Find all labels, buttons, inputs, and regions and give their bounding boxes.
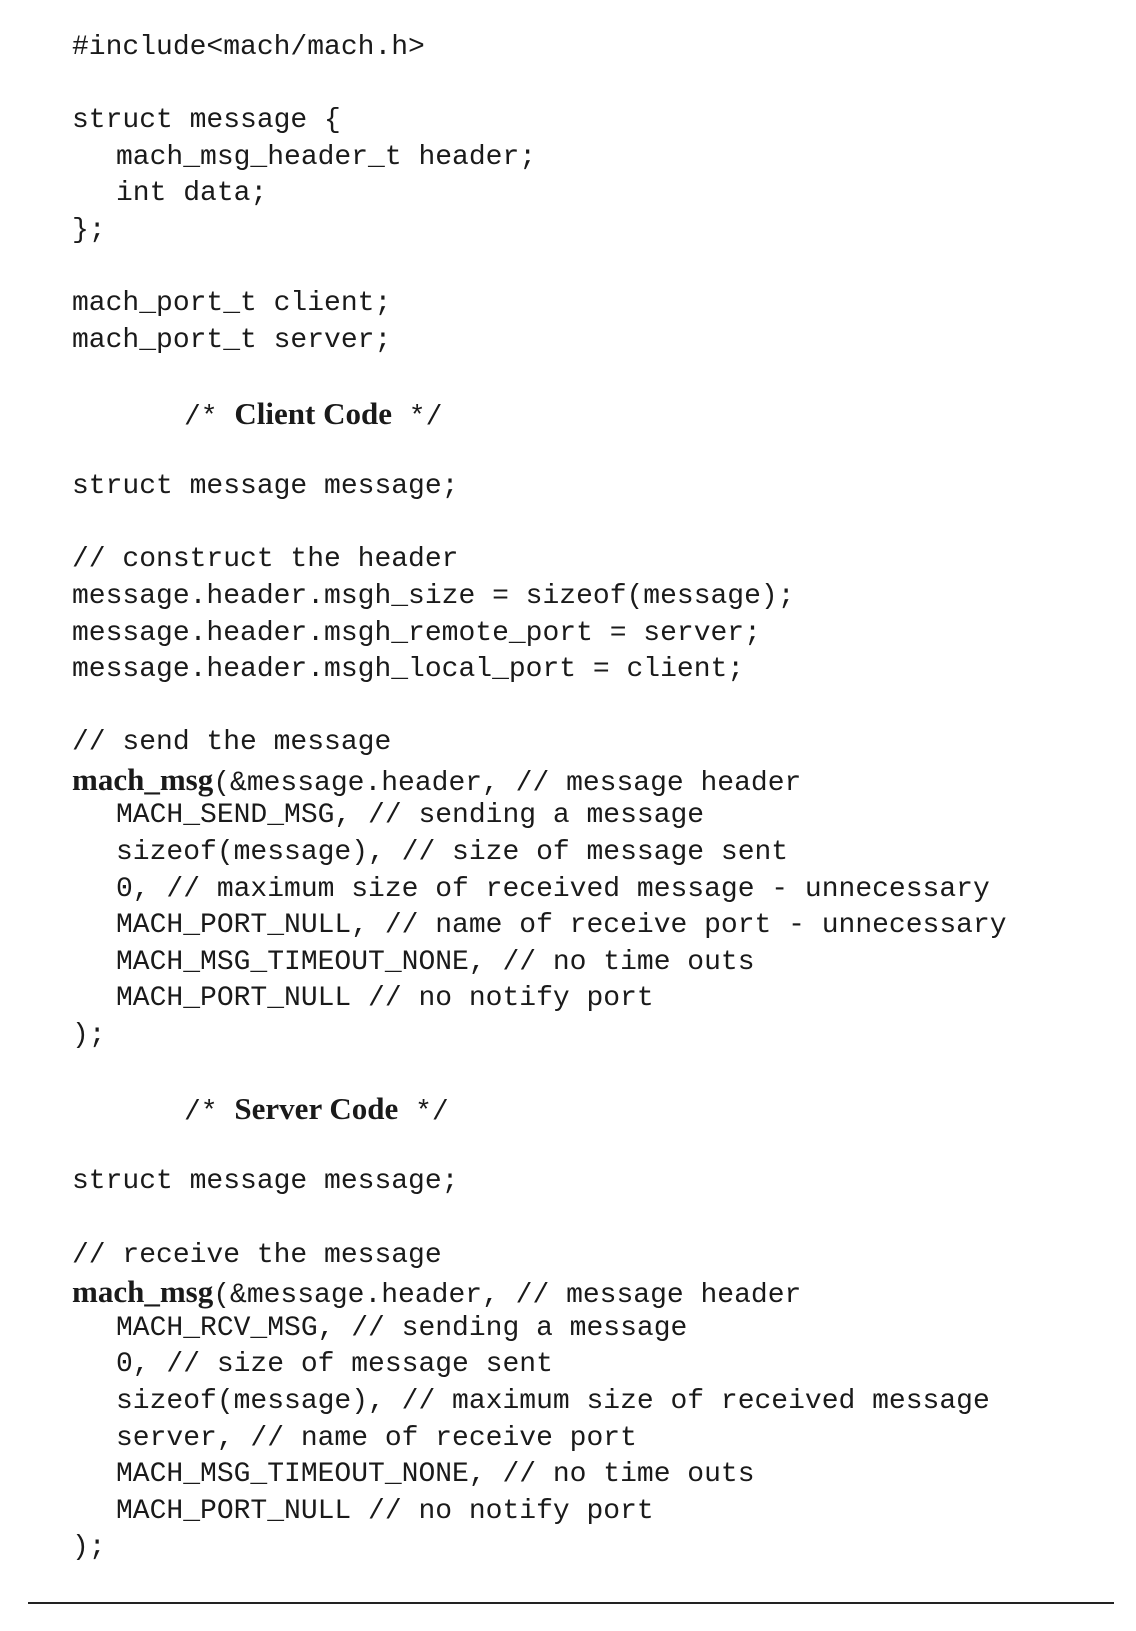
assignment-line: message.header.msgh_local_port = client; [72, 654, 745, 686]
argument-line: MACH_MSG_TIMEOUT_NONE, // no time outs [116, 946, 755, 978]
call-line [72, 1274, 1122, 1311]
assignment-line: message.header.msgh_remote_port = server; [72, 617, 761, 649]
blank-line [72, 506, 1122, 543]
argument-line: MACH_RCV_MSG, // sending a message [116, 1312, 688, 1344]
argument-line: MACH_MSG_TIMEOUT_NONE, // no time outs [116, 1459, 755, 1491]
comment-line: // send the message [72, 727, 392, 759]
function-name: mach_msg [72, 1274, 214, 1310]
code-listing [72, 30, 1122, 1567]
argument-line: MACH_PORT_NULL // no notify port [116, 1495, 654, 1527]
include-line: #include<mach/mach.h> [72, 32, 425, 63]
function-name: mach_msg [72, 761, 214, 797]
argument-line: sizeof(message), // maximum size of received message [116, 1385, 990, 1417]
section-heading [72, 1091, 1122, 1128]
comment-line: // receive the message [72, 1239, 442, 1271]
argument-line: MACH_PORT_NULL, // name of receive port - unnecessary [116, 910, 1007, 942]
argument-line: server, // name of receive port [116, 1422, 637, 1454]
port-declaration-line: mach_port_t client; [72, 288, 392, 320]
comment-close: */ [398, 1097, 449, 1129]
comment-open: /* [184, 401, 235, 433]
call-close-line: ); [72, 1532, 106, 1564]
argument-line: 0, // maximum size of received message - unnecessary [116, 873, 990, 905]
argument-line: MACH_PORT_NULL // no notify port [116, 983, 654, 1015]
message-declaration-line: struct message message; [72, 1166, 459, 1198]
comment-line: // construct the header [72, 544, 459, 576]
blank-line [72, 359, 1122, 396]
section-title: Client Code [234, 395, 392, 431]
comment-open: /* [184, 1097, 235, 1129]
message-declaration-line: struct message message; [72, 471, 459, 503]
argument-line: MACH_SEND_MSG, // sending a message [116, 800, 705, 832]
call-close-line: ); [72, 1020, 106, 1052]
port-declaration-line: mach_port_t server; [72, 324, 392, 356]
struct-field-line: int data; [116, 178, 268, 210]
blank-line [72, 689, 1122, 726]
blank-line [72, 250, 1122, 287]
struct-open-line: struct message { [72, 105, 341, 137]
section-heading [72, 396, 1122, 433]
section-title: Server Code [234, 1091, 399, 1127]
blank-line [72, 1055, 1122, 1092]
argument-line: 0, // size of message sent [116, 1349, 553, 1381]
argument-line: sizeof(message), // size of message sent [116, 837, 789, 869]
struct-close-line: }; [72, 214, 106, 246]
call-arguments: (&message.header, // message header [213, 1280, 802, 1312]
assignment-line: message.header.msgh_size = sizeof(message); [72, 580, 795, 612]
comment-close: */ [392, 401, 443, 433]
blank-line [72, 67, 1122, 104]
blank-line [72, 1128, 1122, 1165]
bottom-rule [28, 1602, 1114, 1604]
blank-line [72, 1201, 1122, 1238]
struct-field-line: mach_msg_header_t header; [116, 141, 537, 173]
call-arguments: (&message.header, // message header [213, 767, 802, 799]
call-line [72, 762, 1122, 799]
blank-line [72, 433, 1122, 470]
